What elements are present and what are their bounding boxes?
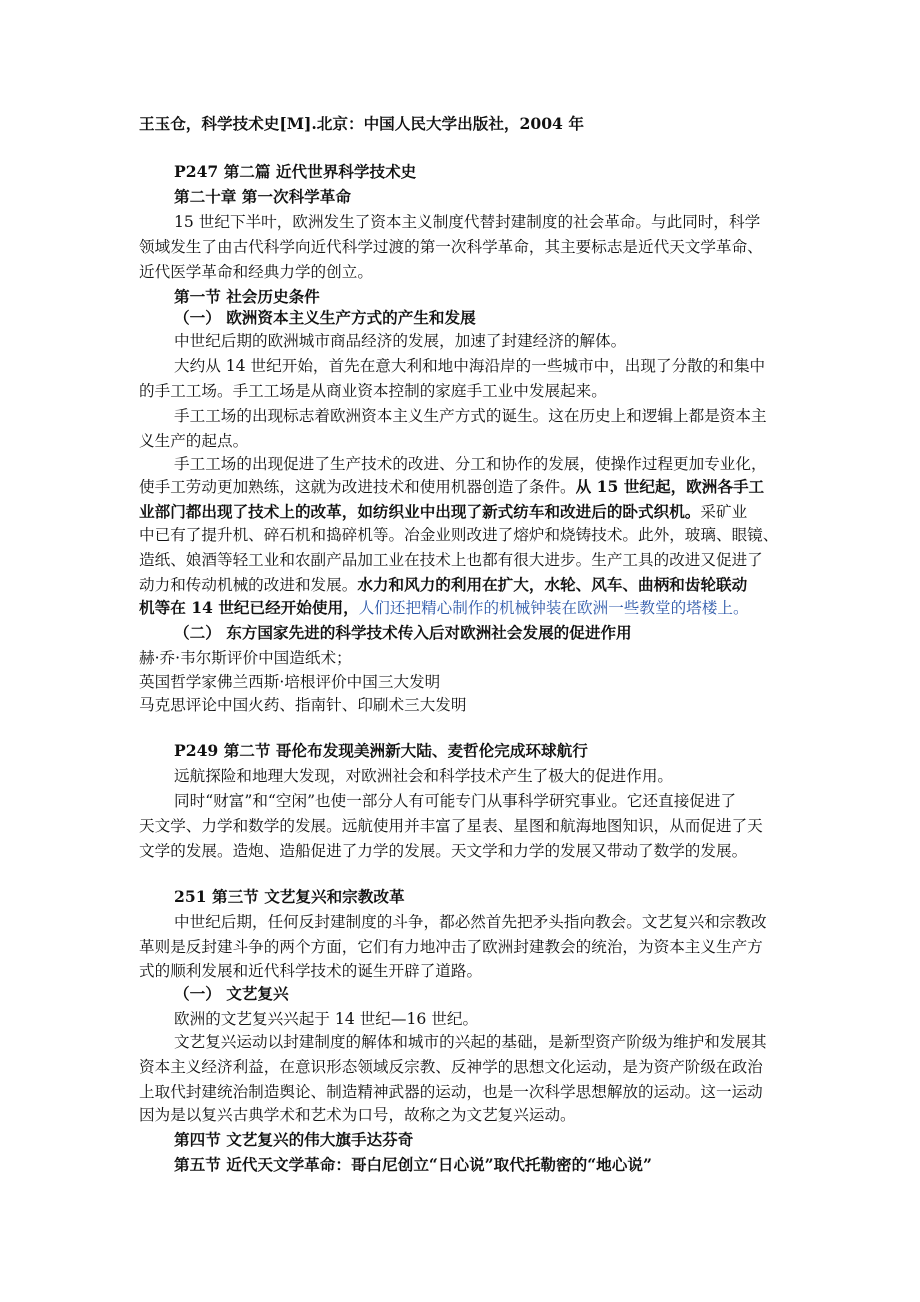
paragraph-line: 文学的发展。造炮、造船促进了力学的发展。天文学和力学的发展又带动了数学的发展。 <box>139 842 748 860</box>
paragraph-line: 的手工工场。手工工场是从商业资本控制的家庭手工业中发展起来。 <box>139 382 607 400</box>
paragraph-line: 中世纪后期，任何反封建制度的斗争，都必然首先把矛头指向教会。文艺复兴和宗教改 <box>174 913 767 931</box>
paragraph-line: 手工工场的出现促进了生产技术的改进、分工和协作的发展，使操作过程更加专业化， <box>174 455 767 473</box>
bold-text-run: 水力和风力的利用在扩大，水轮、风车、曲柄和齿轮联动 <box>357 575 748 594</box>
paragraph-line <box>139 474 764 500</box>
text-run: 采矿业 <box>700 503 748 521</box>
intro-line: 15 世纪下半叶，欧洲发生了资本主义制度代替封建制度的社会革命。与此同时，科学 <box>174 213 761 231</box>
intro-line: 领域发生了由古代科学向近代科学过渡的第一次科学革命，其主要标志是近代天文学革命、 <box>139 238 763 256</box>
intro-line: 近代医学革命和经典力学的创立。 <box>139 263 373 281</box>
paragraph-line: 中世纪后期的欧洲城市商品经济的发展，加速了封建经济的解体。 <box>174 332 627 350</box>
note-line: 马克思评论中国火药、指南针、印刷术三大发明 <box>139 696 467 714</box>
paragraph-line: 远航探险和地理大发现，对欧洲社会和科学技术产生了极大的促进作用。 <box>174 767 674 785</box>
paragraph-line: 因为是以复兴古典学术和艺术为口号，故称之为文艺复兴运动。 <box>139 1106 576 1124</box>
paragraph-line: 造纸、娘酒等轻工业和农副产品加工业在技术上也都有很大进步。生产工具的改进又促进了 <box>139 551 763 569</box>
citation: 王玉仓，科学技术史[M].北京：中国人民大学出版社，2004 年 <box>139 114 584 133</box>
section4-heading: 第四节 文艺复兴的伟大旗手达芬奇 <box>174 1130 414 1149</box>
section5-heading: 第五节 近代天文学革命：哥白尼创立“日心说”取代托勒密的“地心说” <box>174 1155 652 1174</box>
paragraph-line: 上取代封建统治制造舆论、制造精神武器的运动，也是一次科学思想解放的运动。这一运动 <box>139 1083 763 1101</box>
paragraph-line: 资本主义经济利益，在意识形态领域反宗教、反神学的思想文化运动，是为资产阶级在政治 <box>139 1058 763 1076</box>
section1-sub2-heading: （二） 东方国家先进的科学技术传入后对欧洲社会发展的促进作用 <box>174 623 632 642</box>
section2-heading: P249 第二节 哥伦布发现美洲新大陆、麦哲伦完成环球航行 <box>174 741 588 760</box>
bold-text-run: 机等在 14 世纪已经开始使用， <box>139 598 359 617</box>
bold-text-run: 业部门都出现了技术上的改革，如纺织业中出现了新式纺车和改进后的卧式织机。 <box>139 502 701 521</box>
text-run: 使手工劳动更加熟练，这就为改进技术和使用机器创造了条件。 <box>139 478 576 496</box>
paragraph-line: 天文学、力学和数学的发展。远航使用并丰富了星表、星图和航海地图知识，从而促进了天 <box>139 817 763 835</box>
paragraph-line: 式的顺利发展和近代科学技术的诞生开辟了道路。 <box>139 962 483 980</box>
note-line: 英国哲学家佛兰西斯·培根评价中国三大发明 <box>139 673 441 691</box>
paragraph-line: 文艺复兴运动以封建制度的解体和城市的兴起的基础，是新型资产阶级为维护和发展其 <box>174 1033 767 1051</box>
section3-sub1-heading: （一） 文艺复兴 <box>174 984 289 1003</box>
paragraph-line <box>139 595 749 621</box>
paragraph-line: 大约从 14 世纪开始，首先在意大利和地中海沿岸的一些城市中，出现了分散的和集中 <box>174 357 766 375</box>
paragraph-line: 革则是反封建斗争的两个方面，它们有力地冲击了欧洲封建教会的统治，为资本主义生产方 <box>139 938 763 956</box>
section1-sub1-heading: （一） 欧洲资本主义生产方式的产生和发展 <box>174 308 476 327</box>
section1-heading: 第一节 社会历史条件 <box>174 287 320 306</box>
chapter-heading: 第二十章 第一次科学革命 <box>174 187 351 206</box>
paragraph-line: 中已有了提升机、碎石机和捣碎机等。冶金业则改进了熔炉和烧铸技术。此外，玻璃、眼镜、 <box>139 526 779 544</box>
highlighted-text-run: 人们还把精心制作的机械钟装在欧洲一些教堂的塔楼上。 <box>358 599 749 617</box>
text-run: 动力和传动机械的改进和发展。 <box>139 576 358 594</box>
paragraph-line: 义生产的起点。 <box>139 432 249 450</box>
note-line: 赫·乔·韦尔斯评价中国造纸术； <box>139 649 352 667</box>
paragraph-line: 同时“财富”和“空闲”也使一部分人有可能专门从事科学研究事业。它还直接促进了 <box>174 792 737 810</box>
part-heading: P247 第二篇 近代世界科学技术史 <box>174 162 417 181</box>
paragraph-line: 手工工场的出现标志着欧洲资本主义生产方式的诞生。这在历史上和逻辑上都是资本主 <box>174 407 767 425</box>
paragraph-line: 欧洲的文艺复兴兴起于 14 世纪—16 世纪。 <box>174 1010 479 1028</box>
bold-text-run: 从 15 世纪起，欧洲各手工 <box>575 477 765 496</box>
section3-heading: 251 第三节 文艺复兴和宗教改革 <box>174 887 405 906</box>
